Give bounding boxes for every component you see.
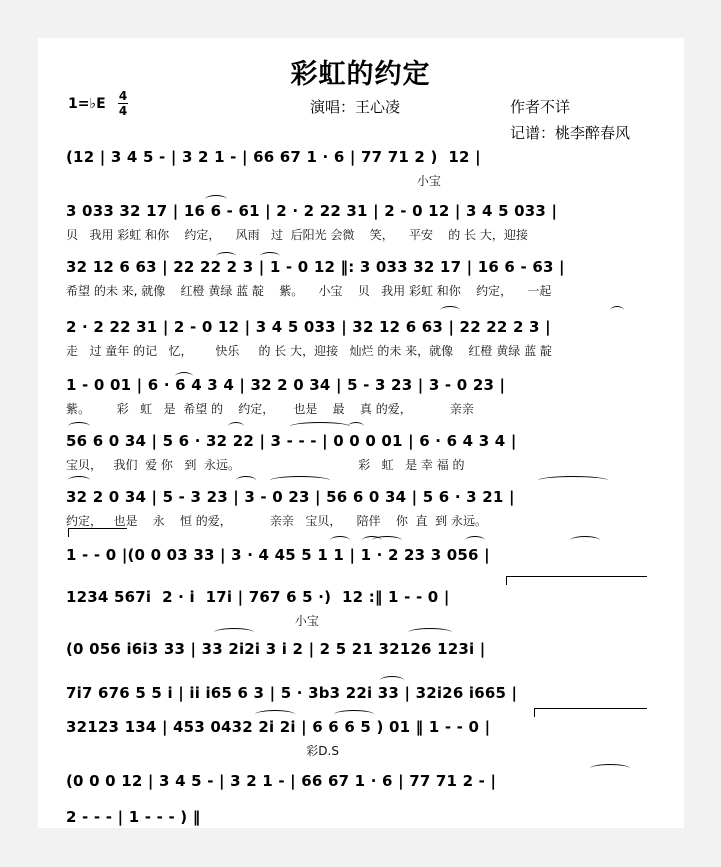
notation-line: (12 | 3 4 5 - | 3 2 1 - | 66 67 1 · 6 | 77 71 2 ) 12 | — [66, 148, 481, 166]
notation-line: 32123 134 | 453 0432 2i 2i | 6 6 6 5 ) 01 ‖ 1 - - 0 | — [66, 718, 491, 736]
notation-line: 32 2 0 34 | 5 - 3 23 | 3 - 0 23 | 56 6 0 34 | 5 6 · 3 21 | — [66, 488, 515, 506]
slur-mark — [334, 710, 374, 719]
slur-mark — [610, 306, 624, 315]
notation-line: 7i7 676 5 5 i | ii i65 6 3 | 5 · 3b3 22i 33 | 32i26 i665 | — [66, 684, 518, 702]
slur-mark — [216, 252, 236, 261]
slur-mark — [348, 422, 364, 431]
slur-mark — [68, 422, 90, 431]
slur-mark — [538, 476, 608, 485]
volta-bracket — [68, 528, 127, 537]
lyric-line: 走 过 童年 的记 忆， 快乐 的 长 大，迎接 灿烂 的未 来，就像 红橙 黄绿 蓝 靛 — [66, 344, 552, 358]
time-signature — [118, 90, 128, 117]
slur-mark — [408, 628, 452, 637]
lyric-line: 彩D.S — [66, 744, 339, 758]
slur-mark — [290, 422, 350, 431]
notation-line: 1 - - 0 |(0 0 03 33 | 3 · 4 45 5 1 1 | 1 · 2 23 3 056 | — [66, 546, 490, 564]
notation-line: 1234 567i 2 · i 17i | 767 6 5 ·) 12 :‖ 1 - - 0 | — [66, 588, 450, 606]
slur-mark — [68, 476, 90, 485]
slur-mark — [590, 764, 630, 773]
slur-mark — [330, 536, 350, 545]
slur-mark — [380, 676, 404, 685]
lyric-line: 紫。 彩 虹 是 希望 的 约定， 也是 最 真 的爱， 亲亲 — [66, 402, 474, 416]
notation-line: 1 - 0 01 | 6 · 6 4 3 4 | 32 2 0 34 | 5 - 3 23 | 3 - 0 23 | — [66, 376, 506, 394]
slur-mark — [372, 536, 402, 545]
lyric-line: 约定， 也是 永 恒 的爱， 亲亲 宝贝， 陪伴 你 直 到 永远。 — [66, 514, 487, 528]
slur-mark — [205, 195, 227, 204]
notation-line: 2 - - - | 1 - - - ) ‖ — [66, 808, 201, 826]
slur-mark — [255, 710, 295, 719]
lyric-line: 希望 的未 来, 就像 红橙 黄绿 蓝 靛 紫。 小宝 贝 我用 彩虹 和你 约定， 一起 — [66, 284, 552, 298]
singer-credit: 演唱：王心凌 — [310, 98, 401, 116]
slur-mark — [236, 476, 256, 485]
lyric-line: 小宝 — [66, 614, 319, 628]
volta-bracket — [534, 708, 647, 717]
composer-credit: 作者不详 — [510, 98, 571, 116]
time-signature-top: 4 — [118, 89, 128, 103]
volta-bracket — [506, 576, 647, 585]
lyric-line: 宝贝， 我们 爱 你 到 永远。 彩 虹 是 幸 福 的 — [66, 458, 465, 472]
notation-line: 56 6 0 34 | 5 6 · 32 22 | 3 - - - | 0 0 0 01 | 6 · 6 4 3 4 | — [66, 432, 517, 450]
slur-mark — [228, 422, 244, 431]
slur-mark — [440, 306, 460, 315]
notation-line: (0 0 0 12 | 3 4 5 - | 3 2 1 - | 66 67 1 · 6 | 77 71 2 - | — [66, 772, 497, 790]
slur-mark — [260, 252, 280, 261]
slur-mark — [570, 536, 600, 545]
lyric-line: 贝 我用 彩虹 和你 约定， 风雨 过 后阳光 会微 笑， 平安 的 长 大，迎接 — [66, 228, 528, 242]
time-signature-bottom: 4 — [118, 104, 128, 118]
slur-mark — [214, 628, 254, 637]
notation-line: (0 056 i6i3 33 | 33 2i2i 3 i 2 | 2 5 21 32126 123i | — [66, 640, 486, 658]
slur-mark — [175, 372, 193, 381]
slur-mark — [270, 476, 330, 485]
notation-line: 2 · 2 22 31 | 2 - 0 12 | 3 4 5 033 | 32 12 6 63 | 22 22 2 3 | — [66, 318, 551, 336]
key-signature: 1=♭E — [68, 96, 106, 112]
notation-line: 3 033 32 17 | 16 6 - 61 | 2 · 2 22 31 | 2 - 0 12 | 3 4 5 033 | — [66, 202, 558, 220]
notation-line: 32 12 6 63 | 22 22 2 3 | 1 - 0 12 ‖: 3 033 32 17 | 16 6 - 63 | — [66, 258, 565, 276]
lyric-line: 小宝 — [66, 174, 441, 188]
slur-mark — [465, 536, 485, 545]
transcriber-credit: 记谱：桃李醉春风 — [510, 124, 631, 142]
song-title: 彩虹的约定 — [290, 59, 431, 90]
